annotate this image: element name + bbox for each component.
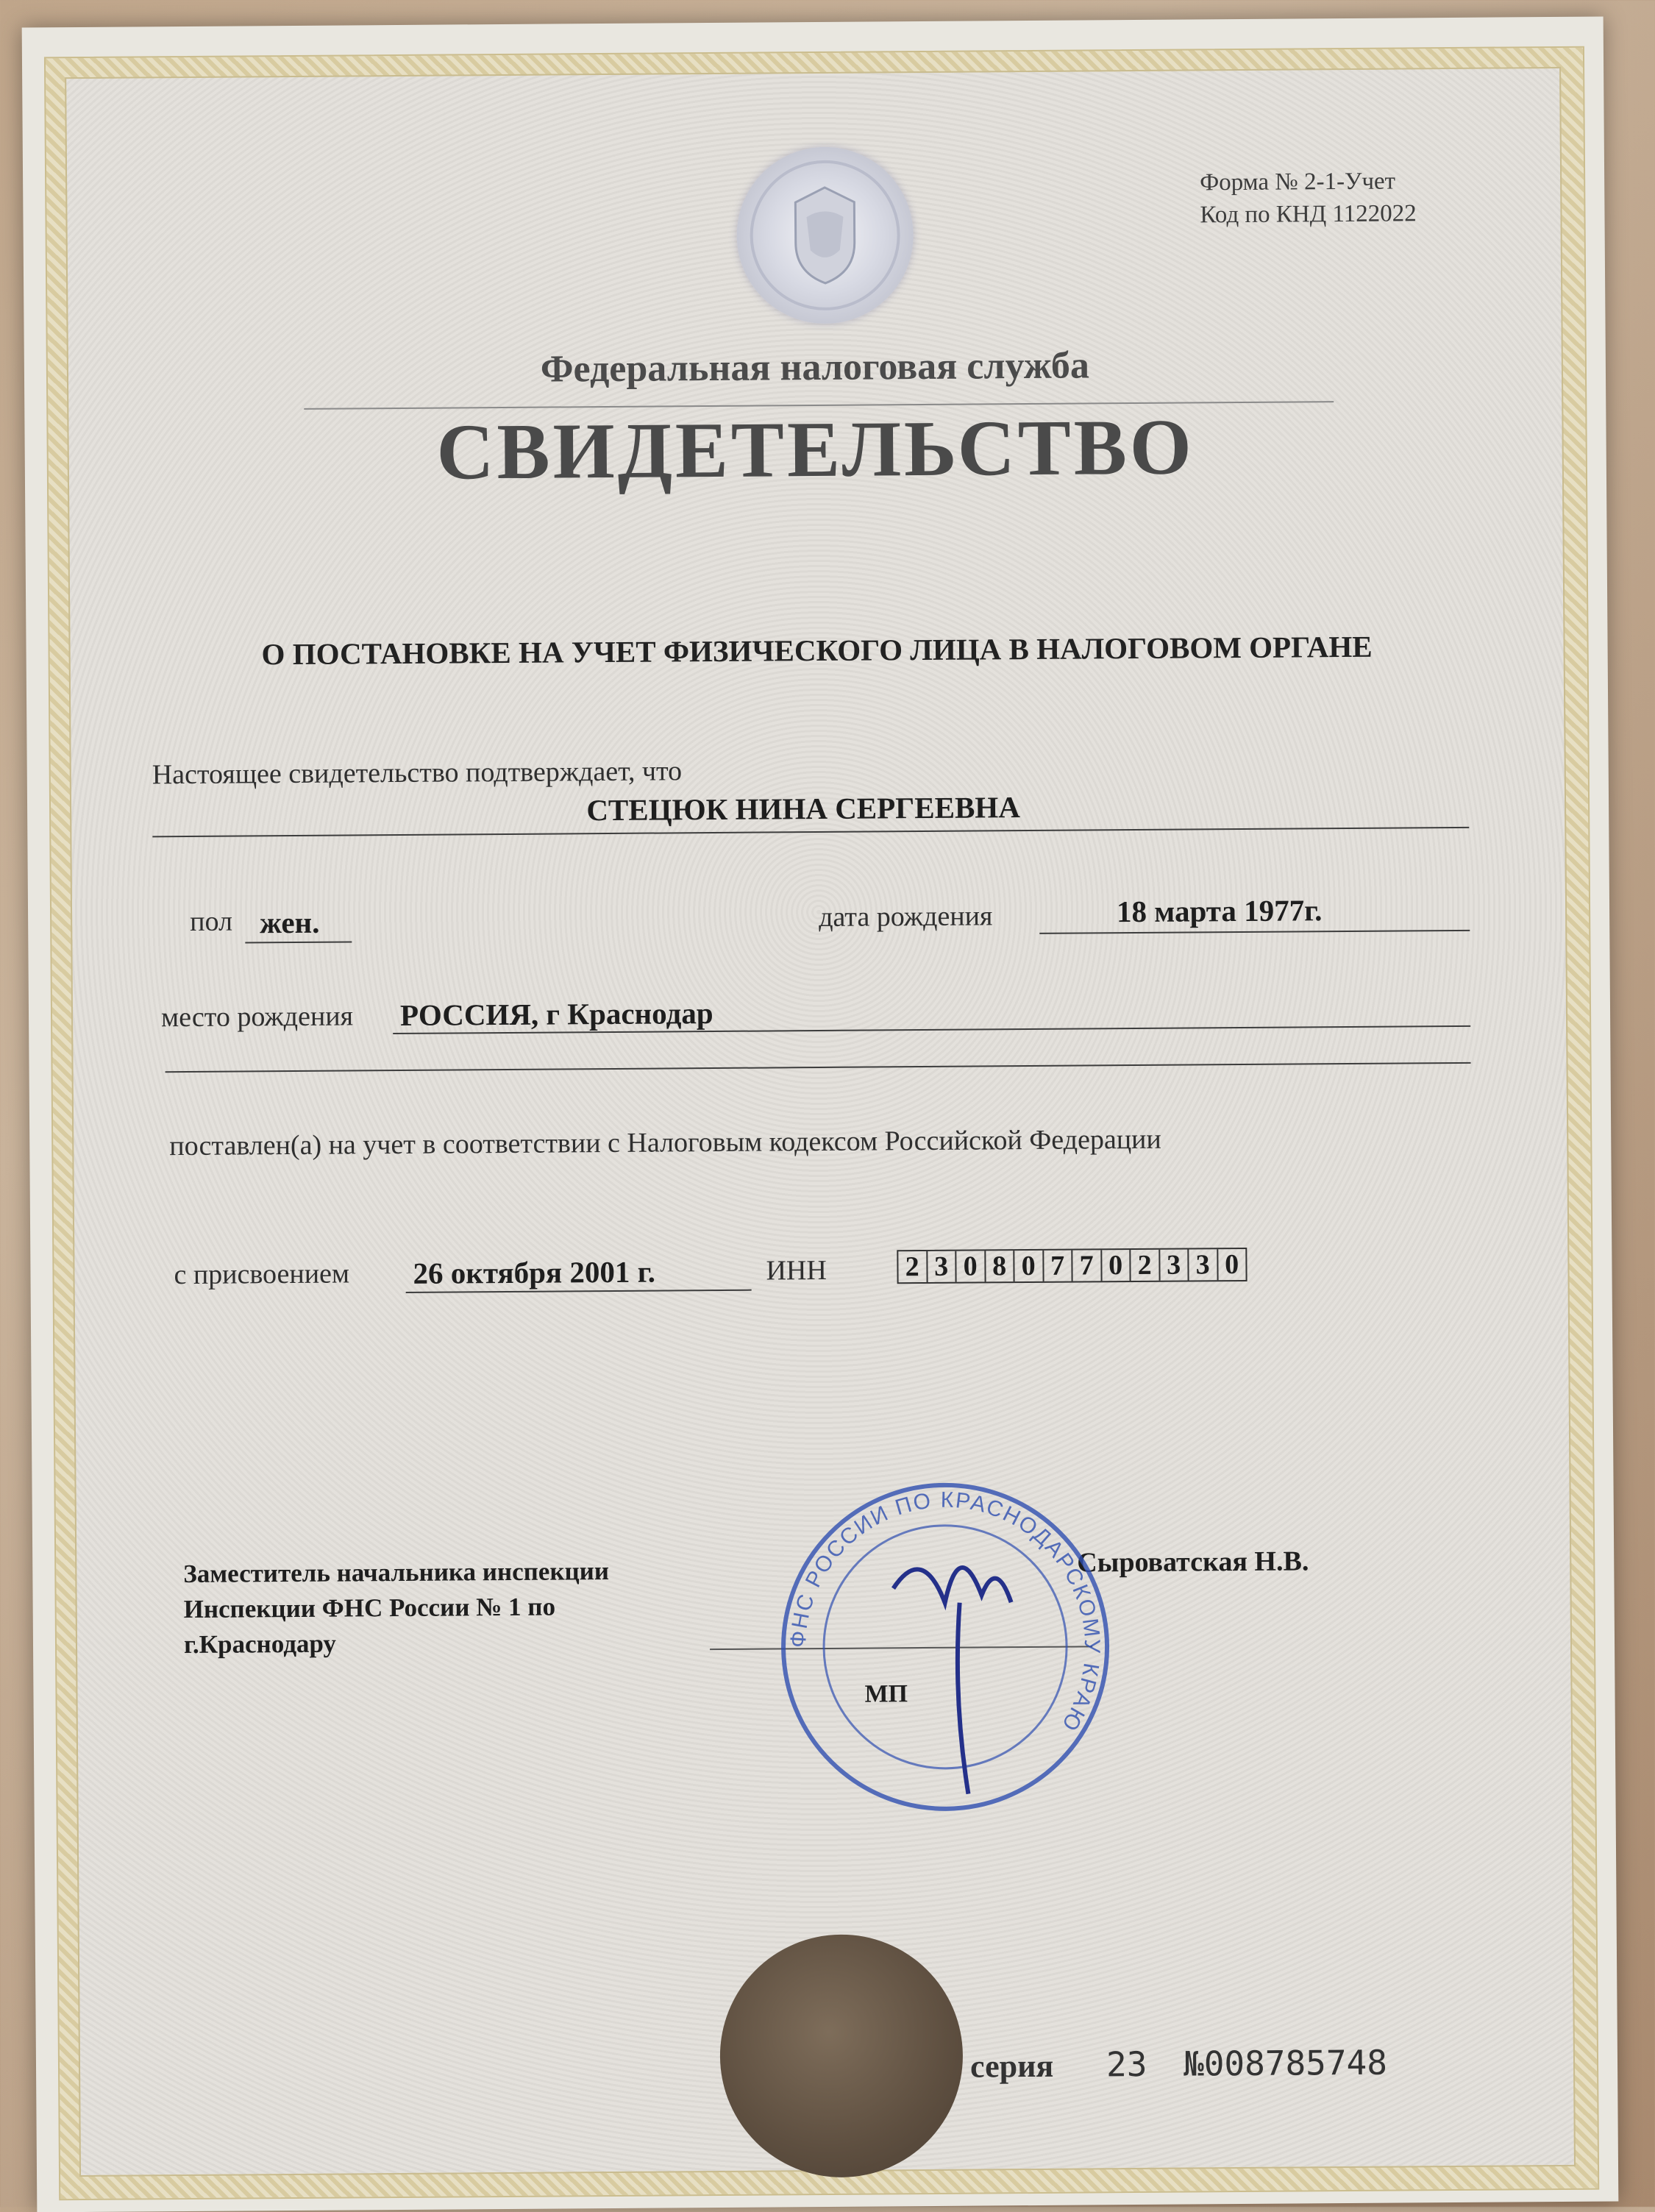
inn-digit: 2 [1131, 1250, 1160, 1281]
serial-number: №008785748 [1183, 2042, 1388, 2084]
mp-label: МП [864, 1680, 908, 1708]
inn-digit: 3 [928, 1251, 957, 1282]
signer-name: Сыроватская Н.В. [1077, 1546, 1309, 1579]
assigned-date: 26 октября 2001 г. [413, 1254, 656, 1290]
inn-digit: 3 [1189, 1249, 1218, 1280]
signer-position [183, 1554, 610, 1662]
certificate-title: СВИДЕТЕЛЬСТВО [436, 403, 1195, 497]
inn-digit: 0 [1102, 1250, 1131, 1281]
hologram-emblem-icon [736, 146, 914, 324]
sex-label: пол [190, 906, 233, 937]
inn-digit: 2 [898, 1251, 928, 1282]
series-label: серия [969, 2047, 1054, 2085]
inn-label: ИНН [766, 1254, 827, 1287]
stamp-text: ФНС РОССИИ ПО КРАСНОДАРСКОМУ КРАЮ [786, 1487, 1105, 1736]
inn-digit: 0 [956, 1251, 986, 1281]
sex-value: жен. [260, 905, 320, 940]
full-name: СТЕЦЮК НИНА СЕРГЕЕВНА [586, 790, 1020, 828]
confirm-text: Настоящее свидетельство подтверждает, что [152, 755, 683, 791]
inn-digit: 7 [1072, 1250, 1102, 1281]
dob-value: 18 марта 1977г. [1116, 893, 1323, 929]
inn-digit: 7 [1044, 1251, 1073, 1281]
inn-digit: 3 [1160, 1250, 1189, 1281]
signature-mark [893, 1568, 1012, 1795]
certificate-subtitle: О ПОСТАНОВКЕ НА УЧЕТ ФИЗИЧЕСКОГО ЛИЦА В НАЛОГОВОМ ОРГАНЕ [261, 629, 1373, 672]
pob-label: место рождения [160, 1000, 354, 1034]
inn-boxes [897, 1248, 1247, 1284]
embossed-seal [719, 1934, 964, 2178]
assigned-label: с присвоением [174, 1258, 350, 1291]
series-value: 23 [1106, 2044, 1147, 2085]
signer-position-line3: г.Краснодару [183, 1629, 337, 1660]
official-stamp [775, 1476, 1115, 1817]
agency-name: Федеральная налоговая служба [540, 344, 1090, 391]
form-number: Форма № 2-1-Учет [1200, 168, 1396, 196]
inn-digit: 8 [986, 1251, 1015, 1281]
inn-digit: 0 [1225, 1249, 1239, 1281]
registered-text: поставлен(а) на учет в соответствии с Налоговым кодексом Российской Федерации [169, 1123, 1161, 1162]
pob-value: РОССИЯ, г Краснодар [399, 996, 713, 1032]
signer-position-line2: Инспекции ФНС России № 1 по [183, 1592, 556, 1624]
certificate-sheet [22, 17, 1619, 2212]
dob-label: дата рождения [818, 900, 993, 933]
knd-code: Код по КНД 1122022 [1200, 200, 1417, 229]
form-info [1200, 165, 1417, 231]
inn-digit: 0 [1014, 1251, 1044, 1281]
signer-position-line1: Заместитель начальника инспекции [183, 1557, 610, 1589]
